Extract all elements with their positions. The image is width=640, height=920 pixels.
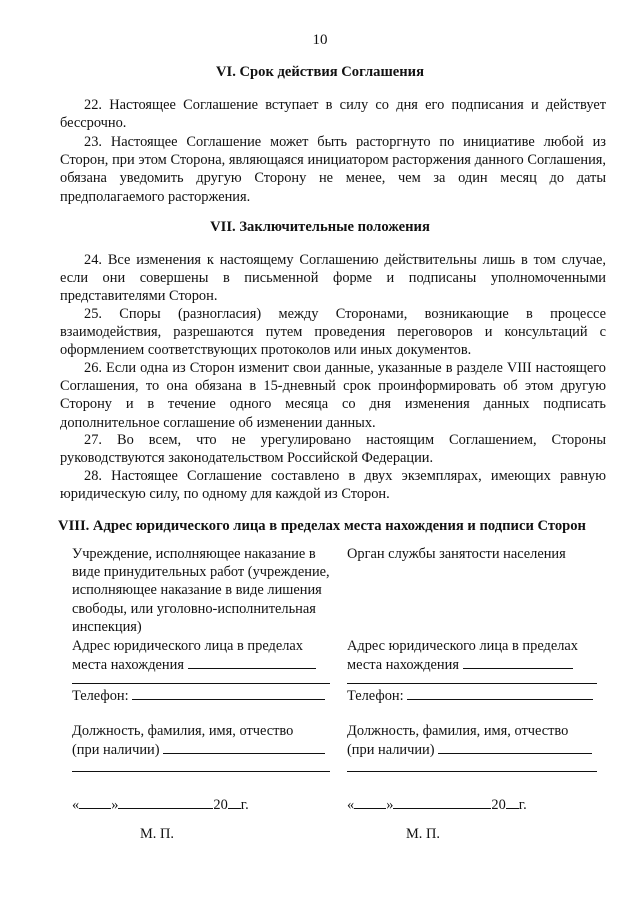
left-address-label: Адрес юридического лица в пределах: [72, 638, 304, 654]
right-address-label: Адрес юридического лица в пределах: [347, 638, 579, 654]
clause-23: 23. Настоящее Соглашение может быть расторгнуто по инициативе любой из Сторон, при этом Сторона, являющаяся инициатором расторжения данного Соглашения, обязана уведомить другую Сторону не менее, чем за один месяц до даты предполагаемого расторжения.: [60, 134, 606, 205]
right-name-field[interactable]: [438, 740, 592, 754]
left-year-prefix: 20: [213, 797, 228, 813]
right-date-row: [347, 795, 602, 814]
left-phone-label: Телефон:: [72, 688, 129, 704]
clause-26: 26. Если одна из Сторон изменит свои данные, указанные в разделе VIII настоящего Соглашения, то она обязана в 15-дневный срок проинформировать об этом другую Сторону и в течение одного месяца со дня изменения данных подписать дополнительное соглашение об изменении данных.: [60, 360, 606, 431]
right-position-label-2: (при наличии): [347, 742, 435, 759]
right-day-field[interactable]: [354, 795, 386, 809]
right-address-field[interactable]: [463, 655, 573, 669]
right-position-block: [347, 722, 602, 759]
left-phone-field[interactable]: [132, 686, 325, 700]
right-name-line[interactable]: [347, 771, 597, 772]
left-month-field[interactable]: [118, 795, 213, 809]
left-address-line[interactable]: [72, 683, 330, 684]
left-address-block: [72, 637, 334, 674]
clause-24: 24. Все изменения к настоящему Соглашению действительны лишь в том случае, если они совершены в письменной форме и подписаны уполномоченными представителями Сторон.: [60, 252, 606, 305]
section-8-heading: VIII. Адрес юридического лица в пределах места нахождения и подписи Сторон: [58, 518, 586, 534]
right-phone-field[interactable]: [407, 686, 593, 700]
left-position-label-2: (при наличии): [72, 742, 160, 759]
left-name-line[interactable]: [72, 771, 330, 772]
right-year-field[interactable]: [506, 795, 519, 809]
right-address-line[interactable]: [347, 683, 597, 684]
left-date-row: [72, 795, 334, 814]
left-day-field[interactable]: [79, 795, 111, 809]
right-phone-row: [347, 686, 602, 705]
left-name-field[interactable]: [163, 740, 325, 754]
clause-27: 27. Во всем, что не урегулировано настоящим Соглашением, Стороны руководствуются законодательством Российской Федерации.: [60, 432, 606, 467]
page-number: 10: [312, 32, 328, 48]
left-phone-row: [72, 686, 334, 705]
right-position-label: Должность, фамилия, имя, отчество: [347, 723, 569, 739]
left-year-field[interactable]: [228, 795, 241, 809]
left-date-open-quote: «: [72, 797, 80, 813]
left-address-field[interactable]: [188, 655, 316, 669]
left-date-close-quote: »: [111, 797, 119, 813]
right-phone-label: Телефон:: [347, 688, 404, 704]
clause-22: 22. Настоящее Соглашение вступает в силу со дня его подписания и действует бессрочно.: [60, 97, 606, 132]
clause-28: 28. Настоящее Соглашение составлено в двух экземплярах, имеющих равную юридическую силу, по одному для каждой из Сторон.: [60, 468, 606, 503]
right-stamp-place: М. П.: [406, 826, 440, 842]
left-position-label: Должность, фамилия, имя, отчество: [72, 723, 294, 739]
left-year-suffix: г.: [240, 797, 249, 813]
left-party-name: Учреждение, исполняющее наказание в виде принудительных работ (учреждение, исполняющее наказание в виде лишения свободы, или уголовно-исполнительная инспекция): [72, 546, 330, 635]
left-address-label-2: места нахождения: [72, 657, 184, 674]
right-year-prefix: 20: [491, 797, 506, 813]
right-date-open-quote: «: [347, 797, 355, 813]
section-7-heading: VII. Заключительные положения: [210, 219, 430, 235]
right-party-name: Орган службы занятости населения: [347, 546, 566, 562]
right-year-suffix: г.: [518, 797, 527, 813]
section-6-heading: VI. Срок действия Соглашения: [216, 64, 424, 80]
right-date-close-quote: »: [386, 797, 394, 813]
left-position-block: [72, 722, 334, 759]
left-stamp-place: М. П.: [140, 826, 174, 842]
clause-25: 25. Споры (разногласия) между Сторонами, возникающие в процессе взаимодействия, разрешаются путем проведения переговоров и консультаций с оформлением соответствующих протоколов или иных документов.: [60, 306, 606, 359]
right-address-label-2: места нахождения: [347, 657, 459, 674]
right-month-field[interactable]: [393, 795, 491, 809]
right-address-block: [347, 637, 602, 674]
